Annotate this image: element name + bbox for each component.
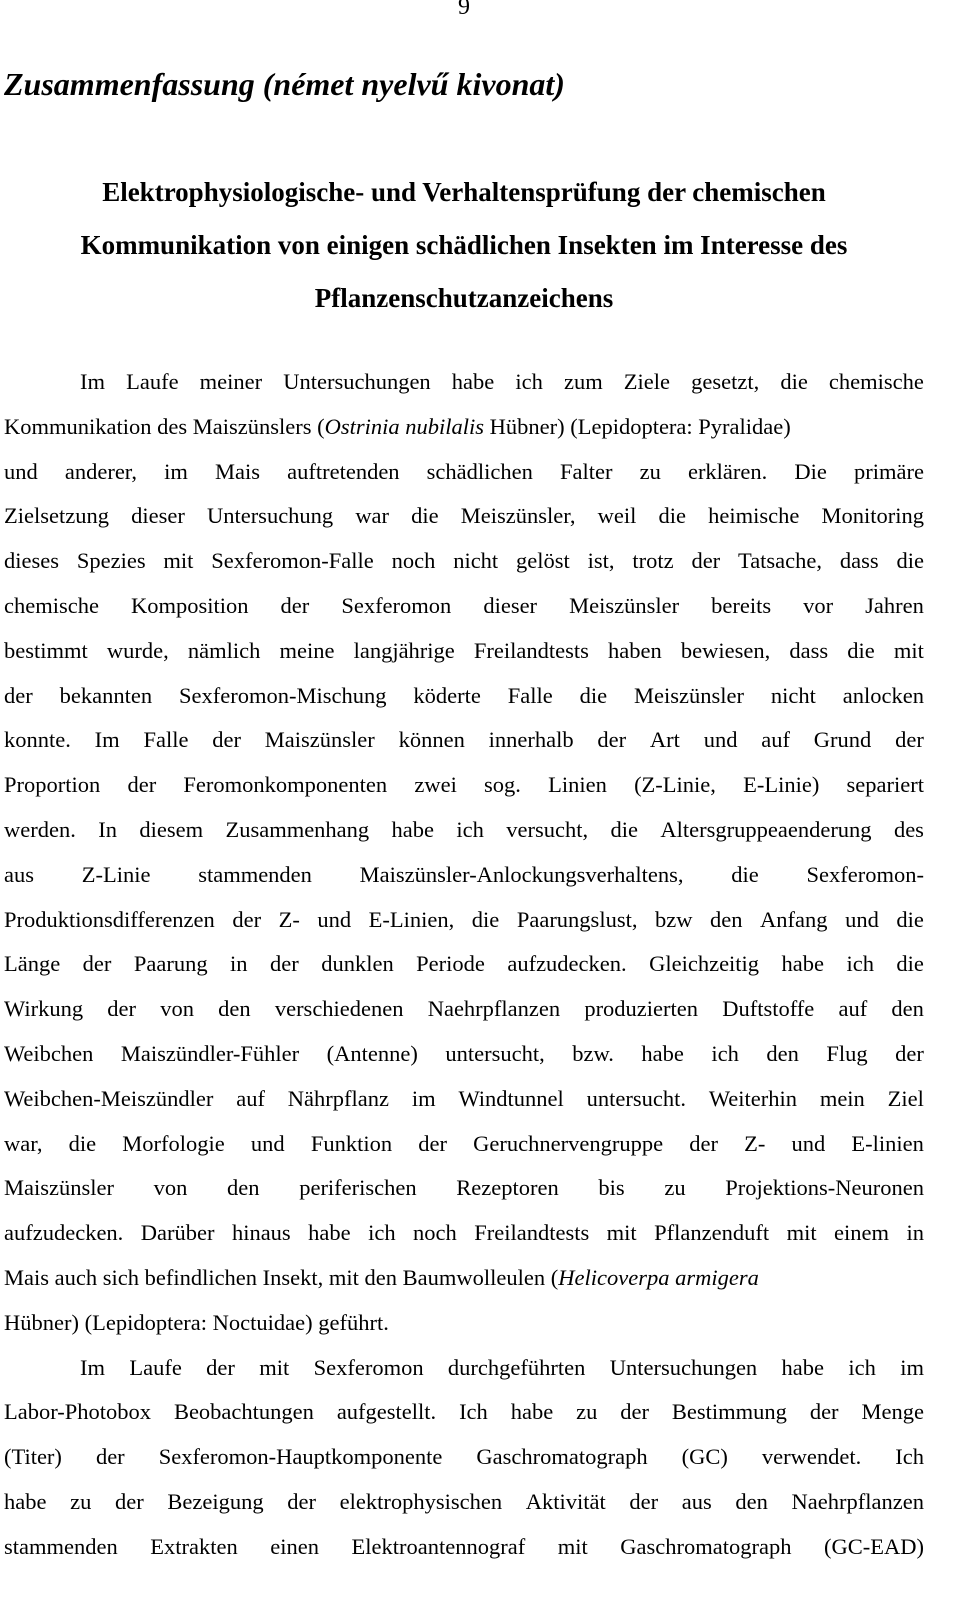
word: der xyxy=(107,996,137,1022)
word: den xyxy=(891,996,924,1022)
word: produzierten xyxy=(584,996,699,1022)
word: hinaus xyxy=(231,1220,291,1246)
word: habe xyxy=(391,816,435,842)
word: langjährige xyxy=(353,637,455,663)
word: Sexferomon- xyxy=(806,861,924,887)
word: Maiszünsler xyxy=(4,1175,114,1201)
section-heading: Zusammenfassung (német nyelvű kivonat) xyxy=(4,66,565,102)
word: der xyxy=(206,1354,235,1380)
word: Laufe xyxy=(126,369,179,394)
word: die xyxy=(68,1130,97,1156)
word: Sexferomon-Falle xyxy=(211,548,374,574)
word: Monitoring xyxy=(821,503,924,529)
word: die xyxy=(579,682,608,708)
word: Maiszündler-Fühler xyxy=(120,1040,300,1066)
word: Meiszünsler, xyxy=(460,503,576,529)
paragraph-1-line-22: Hübner) (Lepidoptera: Noctuidae) geführt. xyxy=(4,1309,389,1335)
word: habe xyxy=(4,1488,47,1514)
word: der xyxy=(280,592,310,618)
word: Paarung xyxy=(133,951,208,977)
word: werden. xyxy=(4,816,76,842)
word: war xyxy=(355,503,390,529)
page-number: 9 xyxy=(458,0,470,20)
word: Geruchnervengruppe xyxy=(473,1130,664,1156)
paragraph-1-line xyxy=(4,1077,924,1122)
word: zum xyxy=(563,369,603,394)
word: bzw. xyxy=(572,1040,614,1066)
word: Wirkung xyxy=(4,996,84,1022)
word: und xyxy=(317,906,352,932)
word: (Z-Linie, xyxy=(634,772,716,798)
word: Falter xyxy=(560,458,613,484)
word: Produktionsdifferenzen xyxy=(4,906,215,932)
word: den xyxy=(710,906,743,932)
word: und xyxy=(845,906,879,932)
word: Funktion xyxy=(310,1130,393,1156)
paragraph-1-line xyxy=(4,450,924,495)
word: die xyxy=(847,637,875,663)
word: zu xyxy=(576,1399,598,1425)
word: haben xyxy=(608,637,662,663)
word: die xyxy=(896,951,924,977)
paragraph-1-line xyxy=(4,718,924,763)
word: sog. xyxy=(484,772,521,798)
word: chemische xyxy=(828,369,924,394)
word: primäre xyxy=(854,458,924,484)
word: bewiesen, xyxy=(680,637,771,663)
word: Im xyxy=(80,1354,105,1380)
word: Zielsetzung xyxy=(4,503,109,529)
word: gesetzt, xyxy=(691,369,760,394)
word: ich xyxy=(846,951,874,977)
word: mein xyxy=(819,1085,865,1111)
word: untersucht, xyxy=(445,1040,545,1066)
word: und xyxy=(791,1130,826,1156)
paragraph-1-line xyxy=(4,674,924,719)
word: einem xyxy=(834,1220,890,1246)
word: trotz xyxy=(632,548,674,574)
word: Altersgruppeaenderung xyxy=(660,816,872,842)
word: Darüber xyxy=(140,1220,215,1246)
word: Pflanzenduft xyxy=(654,1220,770,1246)
word: des xyxy=(893,816,924,842)
paragraph-1-line xyxy=(4,987,924,1032)
word: Gleichzeitig xyxy=(649,951,760,977)
word: auftretenden xyxy=(287,458,400,484)
word: wurde, xyxy=(106,637,169,663)
word: Meiszünsler xyxy=(633,682,744,708)
word: Im xyxy=(80,369,105,394)
paragraph-1-line xyxy=(4,763,924,808)
abstract-body xyxy=(4,360,924,1570)
word: Sexferomon xyxy=(341,592,452,618)
word: chemische xyxy=(4,592,99,618)
word: mit xyxy=(606,1220,637,1246)
word: bekannten xyxy=(59,682,153,708)
word: mit xyxy=(163,548,194,574)
word: in xyxy=(906,1220,924,1246)
word: Maiszünsler-Anlockungsverhaltens, xyxy=(359,861,684,887)
word: Naehrpflanzen xyxy=(427,996,561,1022)
word: mit xyxy=(786,1220,817,1246)
word: noch xyxy=(413,1220,457,1246)
paragraph-1-line xyxy=(4,1211,924,1256)
word: Naehrpflanzen xyxy=(791,1488,924,1514)
word: Mais xyxy=(215,458,261,484)
word: im xyxy=(900,1354,924,1380)
thesis-title-line: Kommunikation von einigen schädlichen Insekten im Interesse des xyxy=(80,230,848,260)
word: habe xyxy=(451,369,495,394)
word: Sexferomon-Mischung xyxy=(178,682,387,708)
word: mit xyxy=(557,1533,588,1559)
word: war, xyxy=(4,1130,43,1156)
word: den xyxy=(227,1175,260,1201)
word: in xyxy=(230,951,248,977)
word: bestimmt xyxy=(4,637,88,663)
word: im xyxy=(164,458,188,484)
word: (GC-EAD) xyxy=(824,1533,924,1559)
word: von xyxy=(160,996,194,1022)
word: aufzudecken. xyxy=(507,951,627,977)
paragraph-1-line xyxy=(4,539,924,584)
word: Weibchen-Meiszündler xyxy=(4,1085,214,1111)
word: diesem xyxy=(139,816,204,842)
word: ich xyxy=(368,1220,396,1246)
word: Weiterhin xyxy=(708,1085,797,1111)
word: Falle xyxy=(507,682,553,708)
word: Windtunnel xyxy=(458,1085,564,1111)
word: Gaschromatograph xyxy=(620,1533,792,1559)
word: zu xyxy=(664,1175,686,1201)
word: Flug xyxy=(826,1040,868,1066)
paragraph-2-line xyxy=(4,1346,924,1391)
word: noch xyxy=(391,548,436,574)
word: meiner xyxy=(199,369,263,394)
word: ich xyxy=(711,1040,739,1066)
word: E-Linien, xyxy=(368,906,455,932)
thesis-title-line: Elektrophysiologische- und Verhaltensprüfung der chemischen xyxy=(102,177,826,207)
word: Länge xyxy=(4,951,61,977)
paragraph-1-line-1 xyxy=(4,360,924,405)
word: nicht xyxy=(770,682,816,708)
word: mit xyxy=(893,637,924,663)
paragraph-1-line xyxy=(4,808,924,853)
word: köderte xyxy=(413,682,481,708)
word: In xyxy=(98,816,117,842)
word: dass xyxy=(789,637,829,663)
word: Weibchen xyxy=(4,1040,94,1066)
word: der xyxy=(691,548,721,574)
word: die xyxy=(658,503,686,529)
word: Ziel xyxy=(887,1085,924,1111)
word: der xyxy=(270,951,299,977)
word: zwei xyxy=(414,772,457,798)
word: nicht xyxy=(453,548,499,574)
word: der xyxy=(287,1488,316,1514)
word: Die xyxy=(794,458,827,484)
word: durchgeführten xyxy=(447,1354,586,1380)
word: die xyxy=(610,816,639,842)
word: Z- xyxy=(744,1130,766,1156)
word: mit xyxy=(259,1354,290,1380)
species-name: Helicoverpa armigera xyxy=(558,1264,759,1290)
word: Grund xyxy=(813,727,872,753)
word: die xyxy=(471,906,500,932)
word: der xyxy=(127,772,157,798)
word: (Titer) xyxy=(4,1444,62,1470)
word: elektrophysischen xyxy=(339,1488,503,1514)
word: der xyxy=(212,727,241,753)
word: die xyxy=(731,861,759,887)
word: Z-Linie xyxy=(81,861,151,887)
word: der xyxy=(95,1444,125,1470)
word: ich xyxy=(456,816,484,842)
word: (Antenne) xyxy=(326,1040,418,1066)
word: dieser xyxy=(483,592,538,618)
paragraph-1-line xyxy=(4,853,924,898)
word: bis xyxy=(598,1175,625,1201)
word: konnte. xyxy=(4,727,71,753)
word: die xyxy=(896,548,924,574)
word: auf xyxy=(838,996,868,1022)
word: bereits xyxy=(711,592,772,618)
word: Feromonkomponenten xyxy=(183,772,388,798)
word: Periode xyxy=(416,951,485,977)
word: erklären. xyxy=(687,458,768,484)
paragraph-2-line xyxy=(4,1480,924,1525)
word: E-Linie) xyxy=(743,772,820,798)
word: den xyxy=(218,996,251,1022)
word: heimische xyxy=(708,503,800,529)
word: und xyxy=(703,727,738,753)
word: ist, xyxy=(587,548,615,574)
word: Paarungslust, xyxy=(516,906,638,932)
word: dieser xyxy=(131,503,185,529)
word: die xyxy=(411,503,439,529)
word: Anfang xyxy=(760,906,828,932)
word: Labor-Photobox xyxy=(4,1399,152,1425)
word: der xyxy=(82,951,112,977)
word: Proportion xyxy=(4,772,101,798)
paragraph-1-line xyxy=(4,1166,924,1211)
word: und xyxy=(250,1130,285,1156)
thesis-title xyxy=(0,166,928,325)
word: dunklen xyxy=(321,951,394,977)
word: Jahren xyxy=(865,592,924,618)
word: Freilandtests xyxy=(473,637,589,663)
word: Im xyxy=(94,727,120,753)
paragraph-1-line xyxy=(4,629,924,674)
species-name: Ostrinia nubilalis xyxy=(324,413,484,439)
word: der xyxy=(620,1399,649,1425)
word: Duftstoffe xyxy=(722,996,815,1022)
word: auf xyxy=(236,1085,265,1111)
word: Art xyxy=(649,727,680,753)
word: Ich xyxy=(895,1444,924,1470)
word: Beobachtungen xyxy=(173,1399,314,1425)
paragraph-1-line xyxy=(4,584,924,629)
word: aufzudecken. xyxy=(4,1220,124,1246)
word: innerhalb xyxy=(488,727,574,753)
word: periferischen xyxy=(299,1175,417,1201)
paragraph-1-line xyxy=(4,898,924,943)
word: anderer, xyxy=(64,458,138,484)
word: ich xyxy=(848,1354,876,1380)
word: Extrakten xyxy=(150,1533,238,1559)
word: auf xyxy=(761,727,790,753)
paragraph-1-line-2: Kommunikation des Maiszünslers (Ostrinia nubilalis Hübner) (Lepidoptera: Pyralidae) xyxy=(4,413,791,439)
word: der xyxy=(232,906,262,932)
word: anlocken xyxy=(842,682,924,708)
word: bzw xyxy=(654,906,693,932)
word: der xyxy=(895,727,924,753)
word: Falle xyxy=(143,727,189,753)
word: Z- xyxy=(278,906,300,932)
word: der xyxy=(689,1130,718,1156)
word: verwendet. xyxy=(761,1444,862,1470)
word: Untersuchungen xyxy=(283,369,431,394)
word: die xyxy=(896,906,924,932)
word: Untersuchungen xyxy=(609,1354,758,1380)
paragraph-1-line xyxy=(4,1032,924,1077)
word: Maiszünsler xyxy=(264,727,375,753)
paragraph-2-line xyxy=(4,1390,924,1435)
word: im xyxy=(411,1085,436,1111)
word: habe xyxy=(641,1040,684,1066)
word: Morfologie xyxy=(122,1130,225,1156)
paragraph-1-line xyxy=(4,494,924,539)
word: verschiedenen xyxy=(274,996,404,1022)
word: Projektions-Neuronen xyxy=(725,1175,924,1201)
word: dass xyxy=(839,548,879,574)
word: meine xyxy=(279,637,335,663)
word: Ziele xyxy=(623,369,671,394)
word: Zusammenhang xyxy=(225,816,370,842)
word: Meiszünsler xyxy=(569,592,680,618)
word: vor xyxy=(803,592,834,618)
paragraph-1-line-21: Mais auch sich befindlichen Insekt, mit den Baumwolleulen (Helicoverpa armigera xyxy=(4,1264,759,1290)
word: untersucht. xyxy=(586,1085,686,1111)
paragraph-2-line xyxy=(4,1435,924,1480)
word: Gaschromatograph xyxy=(476,1444,648,1470)
word: die xyxy=(780,369,808,394)
word: der xyxy=(809,1399,839,1425)
word: habe xyxy=(781,1354,825,1380)
word: der xyxy=(115,1488,144,1514)
paragraph-2-line xyxy=(4,1525,924,1570)
word: können xyxy=(398,727,465,753)
word: versucht, xyxy=(506,816,589,842)
word: Ich xyxy=(459,1399,488,1425)
word: der xyxy=(597,727,627,753)
word: Bestimmung xyxy=(671,1399,787,1425)
word: dieses xyxy=(4,548,59,574)
word: E-linien xyxy=(851,1130,924,1156)
word: Komposition xyxy=(131,592,249,618)
word: Aktivität xyxy=(525,1488,606,1514)
word: den xyxy=(735,1488,768,1514)
word: der xyxy=(895,1040,924,1066)
word: nämlich xyxy=(187,637,261,663)
paragraph-1-line xyxy=(4,942,924,987)
word: Tatsache, xyxy=(738,548,823,574)
word: Bezeigung xyxy=(167,1488,264,1514)
word: gelöst xyxy=(516,548,570,574)
word: der xyxy=(4,682,33,708)
word: separiert xyxy=(846,772,924,798)
word: zu xyxy=(639,458,661,484)
word: zu xyxy=(70,1488,92,1514)
word: habe xyxy=(510,1399,554,1425)
word: Rezeptoren xyxy=(456,1175,559,1201)
word: Nährpflanz xyxy=(287,1085,389,1111)
word: habe xyxy=(781,951,824,977)
thesis-title-line: Pflanzenschutzanzeichens xyxy=(314,283,614,313)
word: (GC) xyxy=(681,1444,728,1470)
word: Sexferomon xyxy=(313,1354,424,1380)
word: Laufe xyxy=(129,1354,182,1380)
word: Freilandtests xyxy=(474,1220,590,1246)
word: Elektroantennograf xyxy=(351,1533,526,1559)
word: Untersuchung xyxy=(206,503,334,529)
paragraph-1-line xyxy=(4,1122,924,1167)
word: weil xyxy=(597,503,637,529)
word: stammenden xyxy=(4,1533,118,1559)
word: aufgestellt. xyxy=(336,1399,437,1425)
word: der xyxy=(629,1488,659,1514)
word: stammenden xyxy=(198,861,312,887)
word: ich xyxy=(515,369,543,394)
word: und xyxy=(4,458,38,484)
word: aus xyxy=(681,1488,712,1514)
word: einen xyxy=(270,1533,319,1559)
word: Menge xyxy=(861,1399,924,1425)
word: den xyxy=(766,1040,799,1066)
word: Sexferomon-Hauptkomponente xyxy=(158,1444,443,1470)
word: Linien xyxy=(548,772,607,798)
word: aus xyxy=(4,861,34,887)
word: von xyxy=(153,1175,188,1201)
word: der xyxy=(418,1130,447,1156)
word: schädlichen xyxy=(426,458,533,484)
word: Spezies xyxy=(76,548,146,574)
word: habe xyxy=(308,1220,351,1246)
